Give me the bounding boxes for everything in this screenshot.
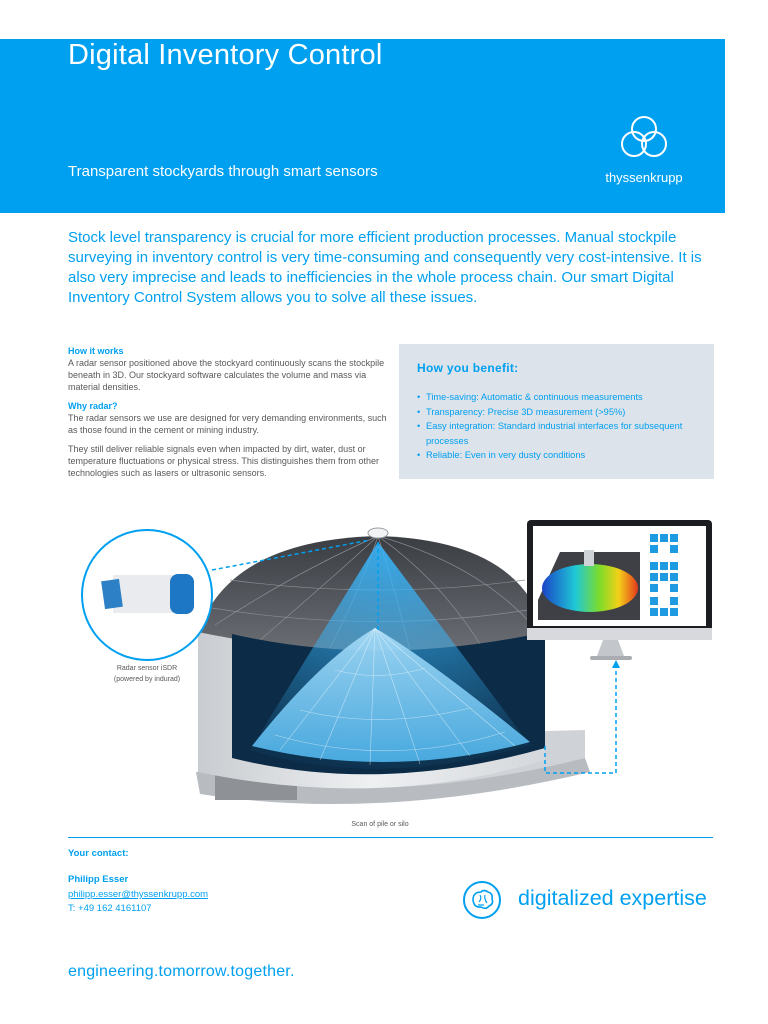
scan-caption: Scan of pile or silo bbox=[351, 821, 409, 828]
digitalized-expertise-badge bbox=[462, 880, 724, 920]
left-column bbox=[68, 345, 388, 486]
benefits-panel bbox=[399, 344, 714, 479]
benefit-item: • Time-saving: Automatic & continuous measurements bbox=[417, 390, 702, 405]
sensor-caption-line2: (powered by indurad) bbox=[113, 676, 181, 683]
benefit-item: • Easy integration: Standard industrial interfaces for subsequent processes bbox=[417, 419, 702, 448]
radar-sensor-top bbox=[368, 528, 388, 538]
digitalized-expertise-text: digitalized expertise bbox=[518, 886, 707, 910]
why-radar-text-1: The radar sensors we use are designed for very demanding environments, such as those found in the cement or mining industry. bbox=[68, 413, 387, 435]
silo-illustration bbox=[0, 510, 768, 840]
logo-wordmark: thyssenkrupp bbox=[605, 170, 683, 185]
intro-paragraph: Stock level transparency is crucial for more efficient production processes. Manual stockpile surveying in inventory control is very time-consuming and consequently very cost-intensive. It is also very imprecise and leads to inefficiencies in the whole process chain. Our smart Digital Inventory Control System allows you to solve all these issues. bbox=[68, 229, 702, 306]
how-it-works-text: A radar sensor positioned above the stockyard continuously scans the stockpile beneath in 3D. Our stockyard software calculates the volume and mass via material densities. bbox=[68, 358, 385, 392]
divider bbox=[68, 837, 713, 838]
benefits-heading: How you benefit: bbox=[417, 361, 519, 375]
benefit-item: • Reliable: Even in very dusty conditions bbox=[417, 448, 702, 463]
contact-phone: T: +49 162 4161107 bbox=[68, 903, 152, 914]
why-radar-heading: Why radar? bbox=[68, 401, 118, 411]
how-it-works-heading: How it works bbox=[68, 346, 124, 356]
page-subtitle: Transparent stockyards through smart sensors bbox=[68, 163, 378, 180]
silo-scene bbox=[0, 510, 768, 840]
why-radar-text-2: They still deliver reliable signals even when impacted by dirt, water, dust or temperature fluctuations or physical stress. This distinguishes them from other technologies such as lasers or ultrasonic sensors. bbox=[68, 444, 379, 478]
contact-name: Philipp Esser bbox=[68, 874, 129, 885]
monitor bbox=[527, 520, 712, 660]
contact-email-link[interactable]: philipp.esser@thyssenkrupp.com bbox=[68, 889, 209, 900]
page-title: Digital Inventory Control bbox=[68, 39, 383, 71]
brain-icon bbox=[462, 880, 502, 920]
benefits-list bbox=[417, 390, 702, 463]
thyssenkrupp-logo bbox=[598, 113, 690, 185]
header-banner bbox=[0, 39, 725, 213]
thyssenkrupp-logo-icon bbox=[616, 113, 672, 163]
benefit-item: • Transparency: Precise 3D measurement (>95%) bbox=[417, 405, 702, 420]
sensor-caption-line1: Radar sensor iSDR bbox=[116, 665, 178, 672]
slogan: engineering.tomorrow.together. bbox=[68, 963, 295, 980]
contact-heading: Your contact: bbox=[68, 848, 129, 859]
